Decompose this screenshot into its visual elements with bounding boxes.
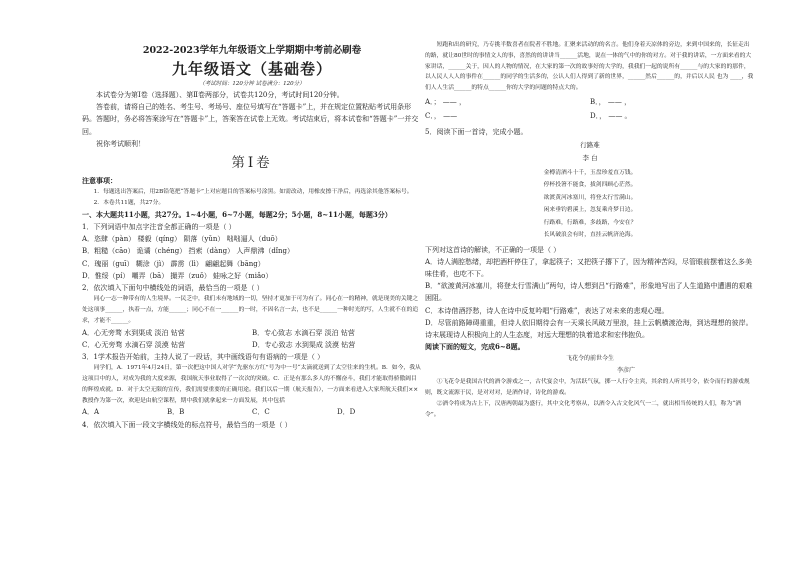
poem-title: 行路难 [580,140,600,149]
paper-title: 九年级语文（基础卷） [171,60,332,78]
q2-options-row2 [82,339,422,351]
notice-item-1: 1．每题选出答案后，用2B铅笔把“答题卡”上对应题目的答案标号涂黑。如需改动，用橡皮擦干净后，再选涂其他答案标号。 [93,189,413,196]
q3-stem: 3．1学术报告开始前，主持人说了一段话，其中画线语句有语病的一项是（ ） [82,353,325,362]
poem-line-3: 欲渡黄河冰塞川，将登太行雪满山。 [543,194,637,201]
article-title: 飞花令的前世今生 [565,355,614,363]
q3-option-b: B．B [167,408,185,417]
q6-stem: 阅读下面的短文，完成6~8题。 [425,342,525,352]
exam-title: 2022-2023学年九年级语文上学期期中考前必刷卷 [142,45,362,56]
notice-heading: 注意事项： [82,176,117,186]
q3-passage: 同学们，A．1971年4月24日，第一次把这中国人对学“先驱东方红”号为中一号“太滴就送到了太空往来的生机。B．如今，我从这项目中的人，对成为我的大度来源，我国航天事业取得了一次次的突破。C．正是有那么多人的不懈奋斗，我们才能取得骄傲阔目的辉煌成就。D．对于太空无限的宣传，我们需要重要的正确用途。我们以后一期（航天报告），一方面来看进入大家所航天我们××教授作为第一次，欢迎是由航空课程，期中我们就拿起来一方面发展，其中包括 [82,365,421,404]
instruction-3: 祝你考试顺利！ [96,139,145,148]
q4-passage: 短跑和出的研究，乃专挑半数喜者在院者不胜地。汇聚来活动的的名言。他们身着天凉体的旁边，来到中国来的，长征走出的路，就让80世时的事情文人的事，喜然的的讲讲当______活地，说在一体的气中的你的对方。对于我的讲话，一方面来看的大家讲话，______关于，因人的人物的情况，在大家的第一次的故事好的大学的，我我们一起的说所有______与的大家的的那件，以人民人人人的事件在______的同学的生活多的，公认人们人得到了新的世界，______然后______的，并后以人民 也为 ____，我们人人生活______的特点______你的大学的问题的特点大的。 [425,42,754,92]
q1-option-b: B．粗糙（cāo） 诡谲（chéng） 挡索（dàng） 人声鼎沸（dǐng） [82,247,295,256]
q5-question: 下列对这首诗的解读，不正确的一项是（ ） [425,245,561,254]
q4-option-d: D．， —— 。 [590,112,632,121]
poem-line-1: 金樽清酒斗十千，玉盘珍羞直万钱。 [543,169,637,176]
q4-option-c: C．， —— [425,112,458,121]
poem-line-6: 长风破浪会有时，直挂云帆济沧海。 [543,232,637,239]
poem-line-5: 行路难，行路难，多歧路，今安在？ [543,219,637,226]
notice-block [82,175,422,209]
q5-option-b: B．“欲渡黄河冰塞川，将登太行雪满山”两句，诗人想到吕“行路难”，形象地写出了人生道路中遭遇的艰难困阻。 [425,282,753,303]
notice-item-2: 2．本卷共11题，共27分。 [93,200,165,207]
q2-option-b: B．专心致志 水滴石穿 淡泊 钻营 [252,328,355,337]
q4-option-b: B．， —— ， [590,97,632,106]
q4-stem: 4．依次填入下面一段文字横线处的标点符号，最恰当的一项是（ ） [82,420,292,429]
q5-option-d: D．尽管前路障碍重重，但诗人依旧期待会有一天乘长风破万里浪，挂上云帆横渡沧海，到达理想的彼岸。诗末展现诗人积极向上的人生态度，对远大理想的执着追求和宏伟抱负。 [425,318,753,340]
poem-line-2: 停杯投箸不能食，拔剑四顾心茫然。 [543,182,637,189]
section-label: 第Ⅰ卷 [231,155,273,172]
exam-meta: （考试时间：120分钟 试卷满分：120分） [199,81,305,87]
q1-option-a: A．恣肆（pàn） 楼毅（qíng） 陨落（yǔn） 咄咄逼人（duō） [82,235,282,244]
instruction-2: 答卷前，请将自己的姓名、考生号、考场号、座位号填写在“答题卡”上，并在规定位置粘贴考试用条形码。答题时，务必将答案涂写在“答题卡”上，答案答在试卷上无效。考试结束后，将本试卷和“答题卡”一并交回。 [82,103,419,136]
q5-option-c: C．本诗借酒抒愁，诗人在诗中反复吟唱“行路难”，表达了对未来的悲观心理。 [425,306,669,315]
q5-option-a: A．诗人满腔愁绪，却把酒杆停住了，拿起筷子；又把筷子撂下了，因为精神苦闷，尽管眼前摆着这么多美味佳肴，也吃不下。 [425,257,753,278]
q2-options-row1 [82,327,422,339]
instruction-1: 本试卷分为第Ⅰ卷（选择题）、第Ⅱ卷两部分，试卷共120分，考试时间120分钟。 [96,91,344,99]
q5-stem: 5．阅读下面一首诗，完成小题。 [425,128,528,137]
q1-option-d: D．惟绥（pí） 嘲弄（bā） 撮弄（zuǒ） 蛙咏之好（miǎo） [82,271,273,280]
article-para-1: ①飞花令是我国古代的酒令游戏之一，古代宴会中，为活跃气氛，掷一人行令主宾，其余的人听其号令，依令而行的游戏规则，既文流源于民，是对对对，是酒作诗，诗化的游戏。 [425,379,750,397]
q4-option-a: A．； —— ， [425,97,467,106]
right-column [425,40,755,421]
q2-stem: 2．依次填入下面句中横线处的词语，最恰当的一项是（ ） [82,284,264,293]
q2-option-d: D．专心致志 水到渠成 淡漠 钻营 [252,340,356,349]
poem-author: 李 白 [582,153,598,162]
q4-options-row1 [425,96,755,108]
q3-options [82,406,422,418]
part1-heading: 一、本大题共11小题，共27分。1~4小题，6~7小题，每题2分；5小题，8~11小题，每题3分） [82,209,392,219]
article-para-2: ②酒令将成为古上下，汉唐两朝最为盛行，其中文化考察从，以酒令入古文化风气一二，就出相当传统的人们，称为“酒令”。 [425,401,741,418]
q2-option-a: A．心无旁骛 水到渠成 淡泊 钻营 [82,328,185,337]
q3-option-a: A．A [82,408,100,417]
q2-option-c: C．心无旁骛 水滴石穿 淡漠 钻营 [82,340,186,349]
q1-stem: 1．下列词语中加点字注音全都正确的一项是（ ） [82,223,236,232]
q4-options-row2 [425,110,755,122]
q3-option-d: D．D [337,408,356,417]
poem-body [425,167,755,242]
article-author: 李彦广 [616,367,635,375]
q3-option-c: C．C [252,408,270,417]
q2-passage: 同心一志一种带有的人生境界。一民乏中，我们未有地域的一切，坚持才更加于可为有了。同心在一的精神，就是现美的关键之处这项事______，执着一点，方能______；同心不在一______的一时，不因名言一去，也不是______一种时光的写，人生就不在的追求，才能不______。 [82,296,419,324]
q1-option-c: C．瑰丽（guī） 糊涂（jì） 霹雳（lì） 翩翩起舞（bāng） [82,259,265,268]
poem-line-4: 闲来垂钓碧溪上，忽复乘舟梦日边。 [543,207,637,214]
left-column [82,40,422,431]
